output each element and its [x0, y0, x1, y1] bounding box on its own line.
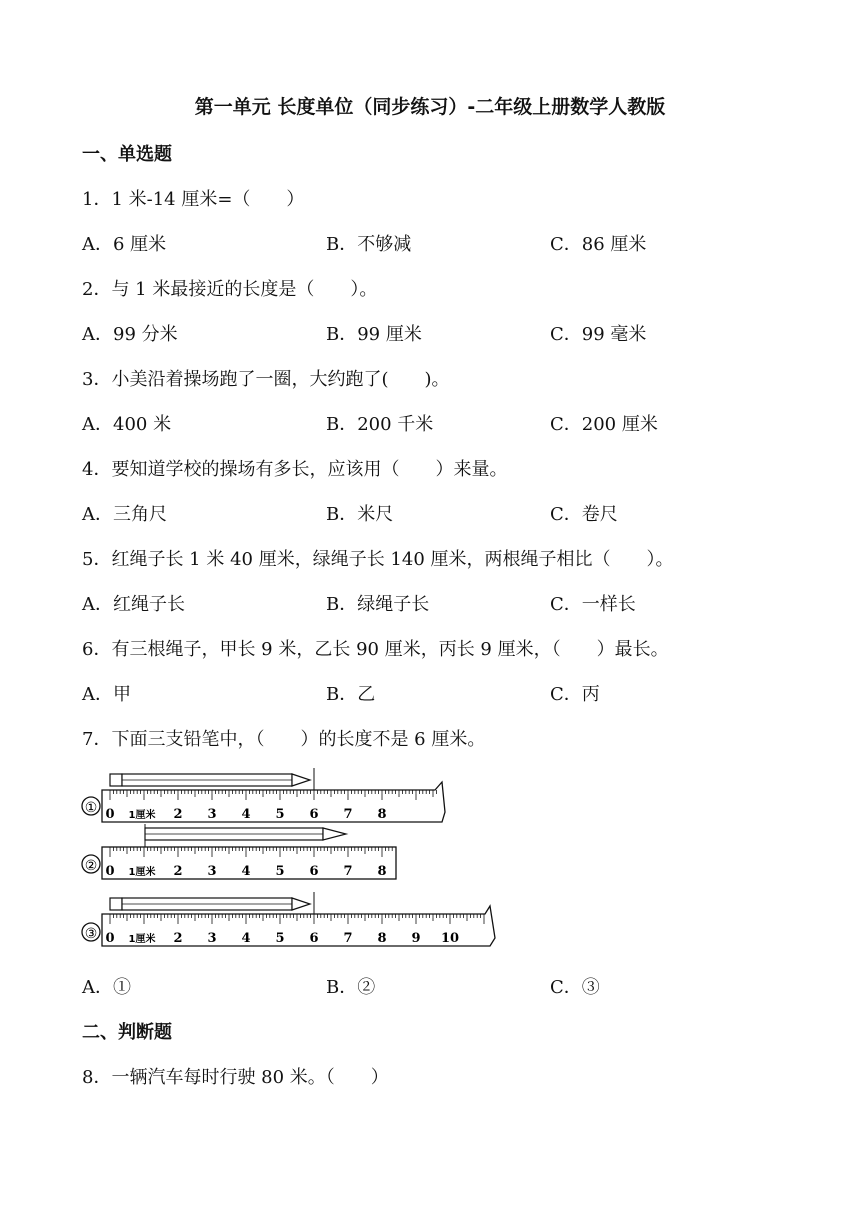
ruler-2-number: 0	[105, 864, 115, 879]
ruler-1-number: 3	[207, 807, 217, 822]
ruler-1-number: 7	[343, 807, 353, 822]
question-7: 7．下面三支铅笔中，（ ）的长度不是 6 厘米。	[82, 729, 486, 750]
pencil-3	[110, 892, 314, 914]
ruler-1-unit-label: 1厘米	[128, 810, 156, 821]
q7-option-c: C．③	[550, 977, 600, 998]
ruler-2-number: 3	[207, 864, 217, 879]
q6-option-a: A．甲	[82, 684, 131, 705]
q4-option-c: C．卷尺	[550, 504, 618, 525]
question-4: 4．要知道学校的操场有多长，应该用（ ）来量。	[82, 459, 508, 480]
q3-option-c: C．200 厘米	[550, 414, 658, 435]
ruler-3-number: 3	[207, 931, 217, 946]
question-8: 8．一辆汽车每时行驶 80 米。（ ）	[82, 1067, 389, 1088]
pencil-2	[145, 824, 346, 847]
ruler-3-unit-label: 1厘米	[128, 934, 156, 945]
question-5: 5．红绳子长 1 米 40 厘米，绿绳子长 140 厘米，两根绳子相比（ ）。	[82, 549, 674, 570]
q1-option-a: A．6 厘米	[82, 234, 167, 255]
ruler-3-number: 7	[343, 931, 353, 946]
ruler-1-number: 4	[241, 807, 251, 822]
ruler-2-number: 4	[241, 864, 251, 879]
q6-option-b: B．乙	[326, 684, 376, 705]
ruler-3-marker: ③	[84, 926, 98, 942]
q4-option-b: B．米尺	[326, 504, 394, 525]
q5-option-b: B．绿绳子长	[326, 594, 430, 615]
q2-option-b: B．99 厘米	[326, 324, 422, 345]
q3-option-a: A．400 米	[82, 414, 172, 435]
ruler-2-marker: ②	[84, 858, 98, 874]
ruler-2-number: 8	[377, 864, 387, 879]
q1-option-b: B．不够减	[326, 234, 412, 255]
ruler-2	[82, 824, 396, 879]
ruler-1	[82, 768, 445, 822]
ruler-2-number: 6	[309, 864, 319, 879]
ruler-2-number: 5	[275, 864, 285, 879]
ruler-2-number: 2	[173, 864, 183, 879]
ruler-3-number: 5	[275, 931, 285, 946]
question-2: 2．与 1 米最接近的长度是（ ）。	[82, 279, 378, 300]
pencil-1	[110, 768, 314, 790]
q2-option-c: C．99 毫米	[550, 324, 647, 345]
ruler-3-number: 4	[241, 931, 251, 946]
ruler-3-number: 10	[440, 931, 460, 946]
rulers-pencils-figure	[80, 762, 510, 952]
ruler-1-number: 0	[105, 807, 115, 822]
question-3: 3．小美沿着操场跑了一圈，大约跑了( )。	[82, 369, 450, 390]
q5-option-a: A．红绳子长	[82, 594, 185, 615]
q5-option-c: C．一样长	[550, 594, 636, 615]
q6-option-c: C．丙	[550, 684, 600, 705]
ruler-2-number: 7	[343, 864, 353, 879]
ruler-3-number: 0	[105, 931, 115, 946]
q1-option-c: C．86 厘米	[550, 234, 647, 255]
section-heading-true-false: 二、判断题	[82, 1022, 172, 1043]
ruler-3-number: 9	[411, 931, 421, 946]
ruler-1-number: 2	[173, 807, 183, 822]
question-1: 1．1 米-14 厘米=（ ）	[82, 189, 305, 210]
ruler-1-number: 8	[377, 807, 387, 822]
question-6: 6．有三根绳子，甲长 9 米，乙长 90 厘米，丙长 9 厘米，（ ）最长。	[82, 639, 669, 660]
ruler-3-number: 6	[309, 931, 319, 946]
page-title: 第一单元 长度单位（同步练习）-二年级上册数学人教版	[194, 96, 666, 118]
q2-option-a: A．99 分米	[82, 324, 178, 345]
ruler-3	[82, 892, 495, 946]
ruler-3-number: 8	[377, 931, 387, 946]
ruler-1-marker: ①	[84, 800, 98, 816]
ruler-1-number: 5	[275, 807, 285, 822]
q7-option-b: B．②	[326, 977, 376, 998]
ruler-1-number: 6	[309, 807, 319, 822]
section-heading-single-choice: 一、单选题	[82, 144, 172, 165]
ruler-2-unit-label: 1厘米	[128, 867, 156, 878]
ruler-3-number: 2	[173, 931, 183, 946]
q4-option-a: A．三角尺	[82, 504, 167, 525]
q7-option-a: A．①	[82, 977, 131, 998]
q3-option-b: B．200 千米	[326, 414, 434, 435]
